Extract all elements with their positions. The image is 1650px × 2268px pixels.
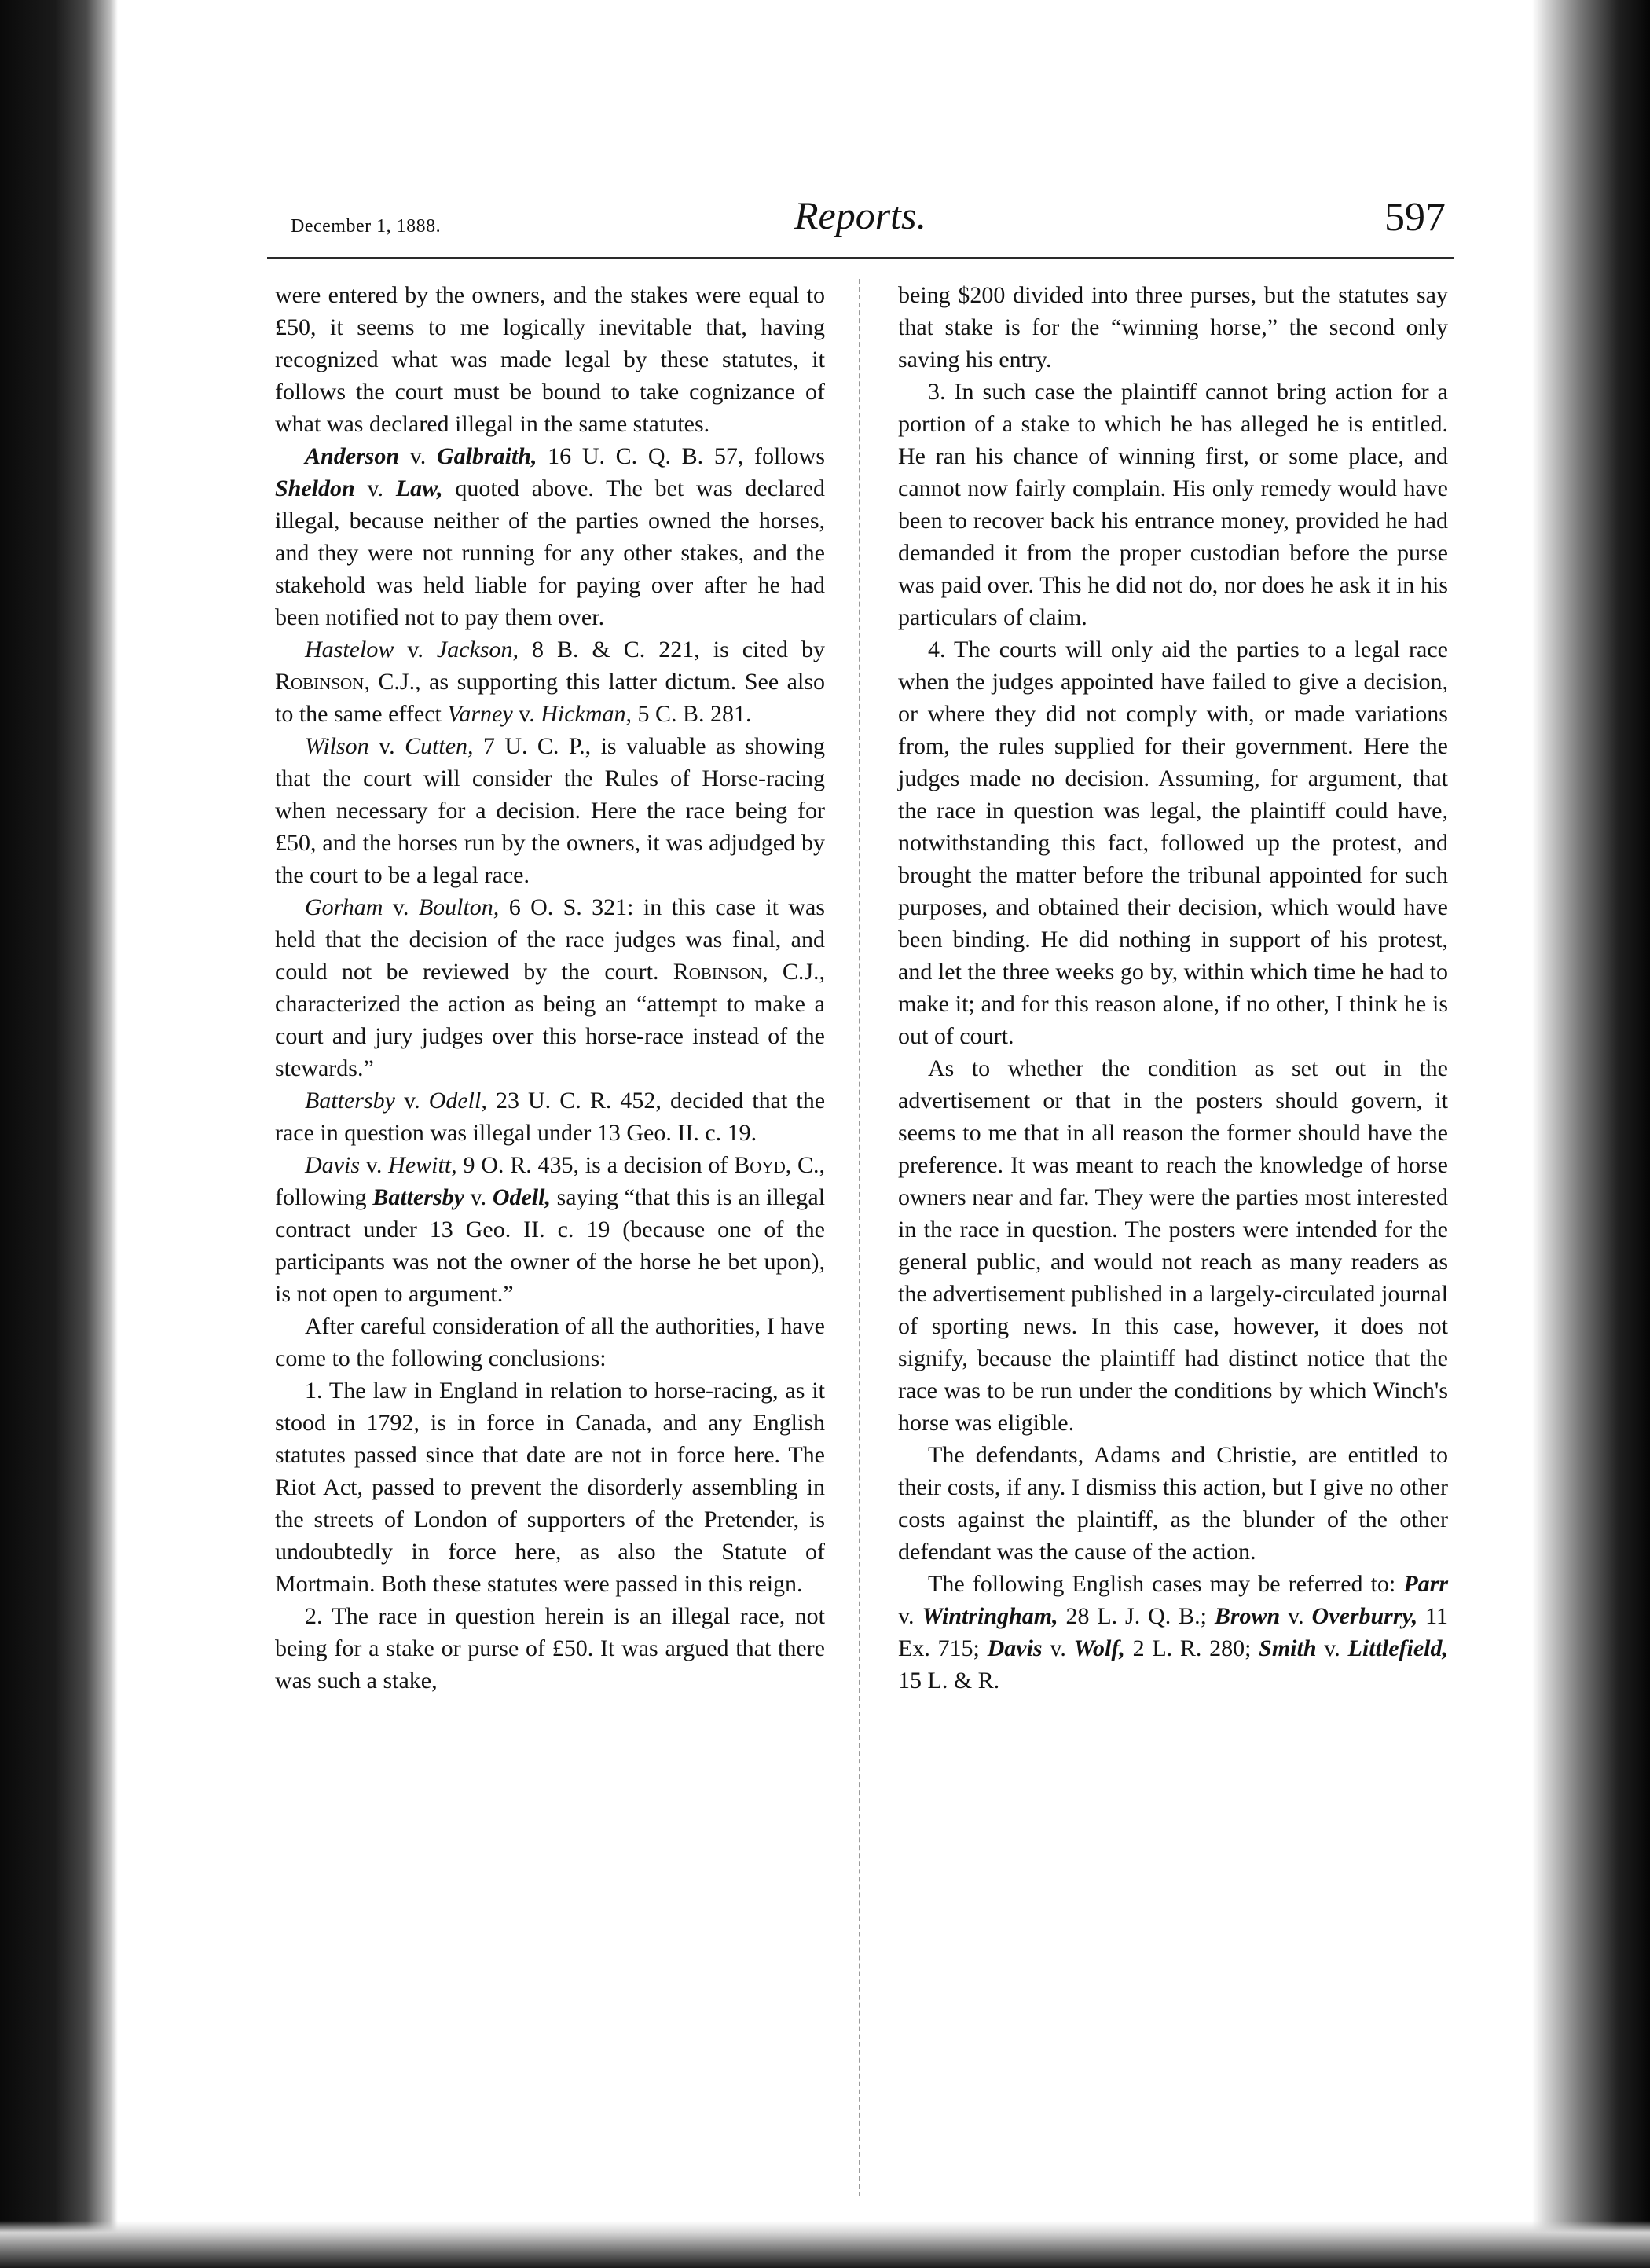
case-name: Jackson, [436,637,519,662]
paragraph: The following English cases may be referred to: Parr v. Wintringham, 28 L. J. Q. B.; Brown v. Overburry, 11 Ex. 715; Davis v. Wolf, 2 L. R. 280; Smith v. Littlefield, 15 L. & R. [898,1571,1449,1694]
judge-name: Robinson [275,669,365,695]
paragraph: As to whether the condition as set out in the advertisement or that in the posters should govern, it seems to me that in all reason the former should have the preference. It was meant to reach the knowledge of horse owners near and far. They were the parties most interested in the race in question. The posters were intended for the general public, and would not reach as many readers as the advertisement published in a largely-circulated journal of sporting news. In this case, however, it does not signify, because the plaintiff had distinct notice that the race was to be run under the conditions by which Winch's horse was eligible. [898,1055,1448,1436]
scan-shadow-right [1532,0,1650,2268]
case-name: Davis [305,1152,360,1178]
case-name: Gorham [305,894,383,920]
paragraph: Anderson v. Galbraith, 16 U. C. Q. B. 57, follows Sheldon v. Law, quoted above. The bet was declared illegal, because neither of the parties owned the horses, and they were not running for any other stakes, and the stakehold was held liable for paying over after he had been notified not to pay them over. [275,443,826,630]
judge-name: Boyd [734,1152,786,1178]
case-name: Law, [395,475,443,501]
case-name: Boulton, [418,894,500,920]
page-number: 597 [1384,195,1446,240]
paragraph: 1. The law in England in relation to horse-racing, as it stood in 1792, is in force in Canada, and any English statutes passed since that date are not in force here. The Riot Act, passed to prevent the disorderly assembling in the streets of London of supporters of the Pretender, is undoubtedly in force here, as also the Statute of Mortmain. Both these statutes were passed in this reign. [275,1378,825,1597]
case-name: Varney [447,701,513,727]
paragraph: Hastelow v. Jackson, 8 B. & C. 221, is cited by Robinson, C.J., as supporting this latter dictum. See also to the same effect Varney v. Hickman, 5 C. B. 281. [275,637,826,727]
paragraph: Davis v. Hewitt, 9 O. R. 435, is a decision of Boyd, C., following Battersby v. Odell, saying “that this is an illegal contract under 13 Geo. II. c. 19 (because one of the participants was not the owner of the horse he bet upon), is not open to argument.” [275,1152,826,1307]
scan-shadow-bottom [0,2221,1650,2268]
case-name: Wintringham, [922,1603,1058,1629]
paragraph: 2. The race in question herein is an illegal race, not being for a stake or purse of £50. It was argued that there was such a stake, [275,1603,825,1694]
case-name: Battersby [305,1088,395,1114]
case-name: Wolf, [1073,1635,1125,1661]
header-date: December 1, 1888. [291,216,442,237]
paragraph: Wilson v. Cutten, 7 U. C. P., is valuable as showing that the court will consider the Rules of Horse-racing when necessary for a decision. Here the race being for £50, and the horses run by the owners, it was adjudged by the court to be a legal race. [275,733,826,888]
running-title: Reports. [794,193,927,237]
case-name: Hickman, [541,701,632,727]
case-name: Sheldon [275,475,355,501]
paragraph: being $200 divided into three purses, but the statutes say that stake is for the “winning horse,” the second only saving his entry. [898,282,1448,372]
case-name: Hastelow [305,637,394,662]
header-rule [267,257,1454,259]
paragraph: 3. In such case the plaintiff cannot bring action for a portion of a stake to which he has alleged he is entitled. He ran his chance of winning first, or some place, and cannot now fairly complain. His only remedy would have been to recover back his entrance money, provided he had demanded it from the proper custodian before the purse was paid over. This he did not do, nor does he ask it in his particulars of claim. [898,379,1448,630]
paragraph: After careful consideration of all the authorities, I have come to the following conclusions: [275,1313,825,1371]
scan-shadow-left [0,0,118,2268]
left-column [275,279,825,1697]
case-name: Odell, [492,1184,551,1210]
case-name: Smith [1259,1635,1317,1661]
case-name: Galbraith, [436,443,537,469]
case-name: Parr [1403,1571,1448,1597]
case-name: Davis [987,1635,1043,1661]
case-name: Wilson [305,733,369,759]
paragraph: Gorham v. Boulton, 6 O. S. 321: in this case it was held that the decision of the race judges was final, and could not be reviewed by the court. Robinson, C.J., characterized the action as being an “attempt to make a court and jury judges over this horse-race instead of the stewards.” [275,894,826,1081]
column-divider [859,279,860,2196]
page-header [267,185,1454,263]
paragraph: 4. The courts will only aid the parties to a legal race when the judges appointed have failed to give a decision, or where they did not comply with, or made variations from, the rules supplied for their government. Here the judges made no decision. Assuming, for argument, that the race in question was legal, the plaintiff could have, notwithstanding this fact, followed up the protest, and brought the matter before the tribunal appointed for such purposes, and obtained their decision, which would have been binding. He did nothing in support of his protest, and let the three weeks go by, within which time he had to make it; and for this reason alone, if no other, I think he is out of court. [898,637,1448,1049]
case-name: Hewitt, [388,1152,457,1178]
case-name: Overburry, [1311,1603,1418,1629]
case-name: Littlefield, [1348,1635,1448,1661]
paragraph: were entered by the owners, and the stakes were equal to £50, it seems to me logically inevitable that, having recognized what was made legal by these statutes, it follows the court must be bound to take cognizance of what was declared illegal in the same statutes. [275,282,825,437]
case-name: Brown [1214,1603,1281,1629]
paragraph: The defendants, Adams and Christie, are entitled to their costs, if any. I dismiss this action, but I give no other costs against the plaintiff, as the blunder of the other defendant was the cause of the action. [898,1442,1448,1565]
case-name: Odell, [428,1088,487,1114]
right-column [898,279,1448,1697]
document-page [267,185,1454,2196]
case-name: Battersby [372,1184,464,1210]
case-name: Cutten, [405,733,474,759]
judge-name: Robinson [673,959,763,985]
paragraph: Battersby v. Odell, 23 U. C. R. 452, decided that the race in question was illegal under 13 Geo. II. c. 19. [275,1088,826,1146]
case-name: Anderson [305,443,400,469]
